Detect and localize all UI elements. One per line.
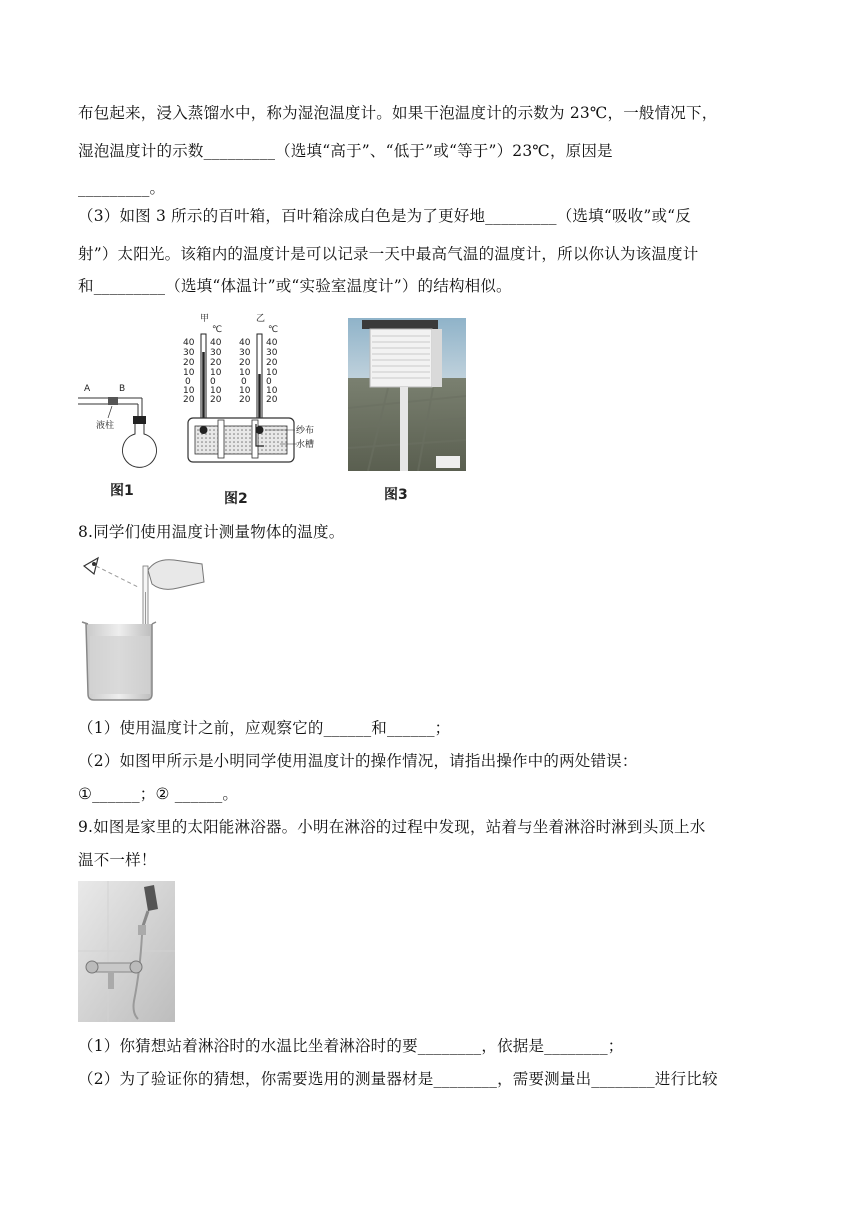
svg-text:20: 20 (183, 358, 195, 368)
q7-part3-line-1: （3）如图 3 所示的百叶箱，百叶箱涂成白色是为了更好地_________（选填“吸收”或“反 (78, 207, 692, 225)
svg-text:10: 10 (210, 386, 222, 396)
svg-text:20: 20 (239, 395, 251, 405)
svg-text:20: 20 (210, 358, 222, 368)
fig2-label-tank: 水槽 (296, 440, 315, 450)
q7-text-line-1: 布包起来，浸入蒸馏水中，称为湿泡温度计。如果干泡温度计的示数为 23℃，一般情况下， (78, 104, 718, 122)
q7-part3-line-2: 射”）太阳光。该箱内的温度计是可以记录一天中最高气温的温度计，所以你认为该温度计 (78, 245, 699, 263)
figure-1-caption: 图1 (110, 483, 134, 499)
fig2-label-jia: 甲 (200, 314, 210, 324)
figure-3-louvered-box-photo (348, 318, 466, 471)
svg-text:10: 10 (239, 368, 251, 378)
svg-text:30: 30 (266, 348, 278, 358)
svg-text:30: 30 (239, 348, 251, 358)
fig1-label-liquid: 液柱 (96, 421, 115, 431)
q7-text-line-2: 湿泡温度计的示数_________（选填“高于”、“低于”或“等于”）23℃，原因是 (78, 142, 613, 160)
q8-part1: （1）使用温度计之前，应观察它的______和______； (78, 719, 451, 737)
svg-text:0: 0 (241, 377, 247, 387)
q9-part2: （2）为了验证你的猜想，你需要选用的测量器材是________，需要测量出________进行比较 (78, 1070, 718, 1088)
figure-3-caption: 图3 (384, 487, 408, 503)
fig2-unit-right: ℃ (268, 325, 279, 335)
svg-text:10: 10 (210, 368, 222, 378)
svg-text:10: 10 (183, 368, 195, 378)
q7-text-line-3: _________。 (78, 179, 166, 197)
svg-text:20: 20 (210, 395, 222, 405)
svg-text:10: 10 (266, 368, 278, 378)
svg-text:0: 0 (266, 377, 272, 387)
fig2-label-gauze: 纱布 (296, 426, 315, 436)
svg-text:40: 40 (239, 338, 251, 348)
svg-text:10: 10 (266, 386, 278, 396)
svg-text:10: 10 (239, 386, 251, 396)
svg-text:20: 20 (266, 358, 278, 368)
q9-part1: （1）你猜想站着淋浴时的水温比坐着淋浴时的要________，依据是________； (78, 1037, 624, 1055)
svg-text:0: 0 (185, 377, 191, 387)
svg-text:30: 30 (183, 348, 195, 358)
svg-text:40: 40 (210, 338, 222, 348)
svg-text:10: 10 (183, 386, 195, 396)
figure-2-thermometer-diagram (180, 312, 330, 472)
q8-title: 8.同学们使用温度计测量物体的温度。 (78, 523, 345, 541)
svg-text:40: 40 (266, 338, 278, 348)
q8-part2: （2）如图甲所示是小明同学使用温度计的操作情况，请指出操作中的两处错误： (78, 752, 638, 770)
q8-part2-blanks: ①______；② ______。 (78, 785, 239, 803)
svg-text:20: 20 (239, 358, 251, 368)
q8-beaker-thermometer-figure (78, 552, 208, 702)
figure-2-caption: 图2 (224, 491, 248, 507)
svg-text:0: 0 (210, 377, 216, 387)
svg-text:40: 40 (183, 338, 195, 348)
figure-1-flask-diagram (78, 378, 178, 473)
svg-text:20: 20 (183, 395, 195, 405)
fig1-label-b: B (119, 384, 126, 394)
q9-shower-photo (78, 881, 175, 1022)
q9-title-line-1: 9.如图是家里的太阳能淋浴器。小明在淋浴的过程中发现，站着与坐着淋浴时淋到头顶上水 (78, 818, 706, 836)
fig1-label-a: A (84, 384, 91, 394)
fig2-unit-left: ℃ (212, 325, 223, 335)
svg-text:30: 30 (210, 348, 222, 358)
q9-title-line-2: 温不一样！ (78, 851, 157, 869)
q7-part3-line-3: 和_________（选填“体温计”或“实验室温度计”）的结构相似。 (78, 277, 512, 295)
fig2-label-yi: 乙 (256, 314, 266, 324)
svg-text:20: 20 (266, 395, 278, 405)
